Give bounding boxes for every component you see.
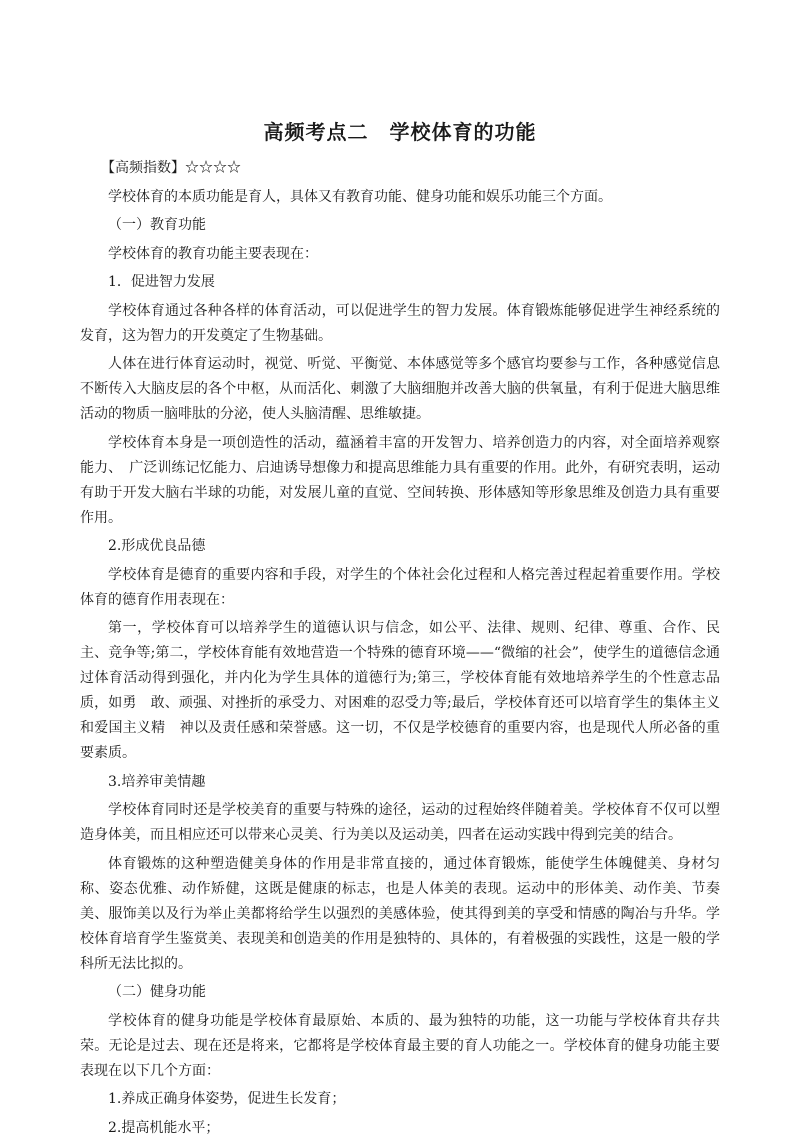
list-item-fitness-2: 2.提高机能水平； bbox=[108, 1119, 220, 1136]
list-item-fitness-1: 1.养成正确身体姿势，促进生长发育； bbox=[108, 1091, 346, 1107]
paragraph-aesthetics-2: 体育锻炼的这种塑造健美身体的作用是非常直接的，通过体育锻炼，能使学生体魄健美、身材匀称、姿态优雅、动作矫健，这既是健康的标志，也是人体美的表现。运动中的形体美、动作美、节奏美、服饰美以及行为举止美都将给学生以强烈的美感体验，使其得到美的享受和情感的陶冶与升华。学校体育培育学生鉴赏美、表现美和创造美的作用是独特的、具体的，有着极强的实践性，这是一般的学科所无法比拟的。 bbox=[80, 855, 720, 972]
paragraph-aesthetics-1: 学校体育同时还是学校美育的重要与特殊的途径，运动的过程始终伴随着美。学校体育不仅可以塑造身体美，而且相应还可以带来心灵美、行为美以及运动美，四者在运动实践中得到完美的结合。 bbox=[80, 802, 720, 843]
paragraph-education-lead: 学校体育的教育功能主要表现在： bbox=[108, 245, 318, 262]
section-heading-education: （一）教育功能 bbox=[108, 217, 206, 233]
paragraph-intellect-3: 学校体育本身是一项创造性的活动，蕴涵着丰富的开发智力、培养创造力的内容，对全面培养观察能力、 广泛训练记忆能力、启迪诱导想像力和提高思维能力具有重要的作用。此外，有研究表明，运动有助于开发大脑右半球的功能，对发展儿童的直觉、空间转换、形体感知等形象思维及创造力具有重要作用。 bbox=[80, 434, 720, 526]
subheading-aesthetics: 3.培养审美情趣 bbox=[108, 773, 206, 790]
subheading-morality: 2.形成优良品德 bbox=[108, 538, 206, 554]
paragraph-intellect-1: 学校体育通过各种各样的体育活动，可以促进学生的智力发展。体育锻炼能够促进学生神经系统的发育，这为智力的开发奠定了生物基础。 bbox=[80, 302, 720, 344]
subheading-intellect: 1．促进智力发展 bbox=[108, 274, 215, 290]
paragraph-fitness-1: 学校体育的健身功能是学校体育最原始、本质的、最为独特的功能，这一功能与学校体育共存共荣。无论是过去、现在还是将来，它都将是学校体育最主要的育人功能之一。学校体育的健身功能主要表现在以下几个方面： bbox=[80, 1012, 720, 1079]
document-body bbox=[80, 156, 720, 1144]
paragraph-morality-2: 第一，学校体育可以培养学生的道德认识与信念，如公平、法律、规则、纪律、尊重、合作、民主、竞争等;第二，学校体育能有效地营造一个特殊的德育环境——“微缩的社会”，使学生的道德信念通过体育活动得到强化，并内化为学生具体的道德行为;第三，学校体育能有效地培养学生的个性意志品质，如勇 敢、顽强、对挫折的承受力、对困难的忍受力等;最后，学校体育还可以培育学生的集体主义和爱国主义精 神以及责任感和荣誉感。这一切，不仅是学校德育的重要内容，也是现代人所必备的重要素质。 bbox=[80, 620, 720, 761]
section-heading-fitness: （二）健身功能 bbox=[108, 984, 206, 1000]
page-title: 高频考点二 学校体育的功能 bbox=[263, 120, 537, 144]
paragraph-intro: 学校体育的本质功能是育人，具体又有教育功能、健身功能和娱乐功能三个方面。 bbox=[108, 188, 612, 205]
paragraph-morality-1: 学校体育是德育的重要内容和手段，对学生的个体社会化过程和人格完善过程起着重要作用。学校体育的德育作用表现在： bbox=[80, 566, 720, 608]
paragraph-intellect-2: 人体在进行体育运动时，视觉、听觉、平衡觉、本体感觉等多个感官均要参与工作，各种感觉信息不断传入大脑皮层的各个中枢，从而活化、刺激了大脑细胞并改善大脑的供氧量，有利于促进大脑思维活动的物质一脑啡肽的分泌，使人头脑清醒、思维敏捷。 bbox=[80, 356, 720, 422]
frequency-rating: 【高频指数】☆☆☆☆ bbox=[101, 160, 241, 176]
